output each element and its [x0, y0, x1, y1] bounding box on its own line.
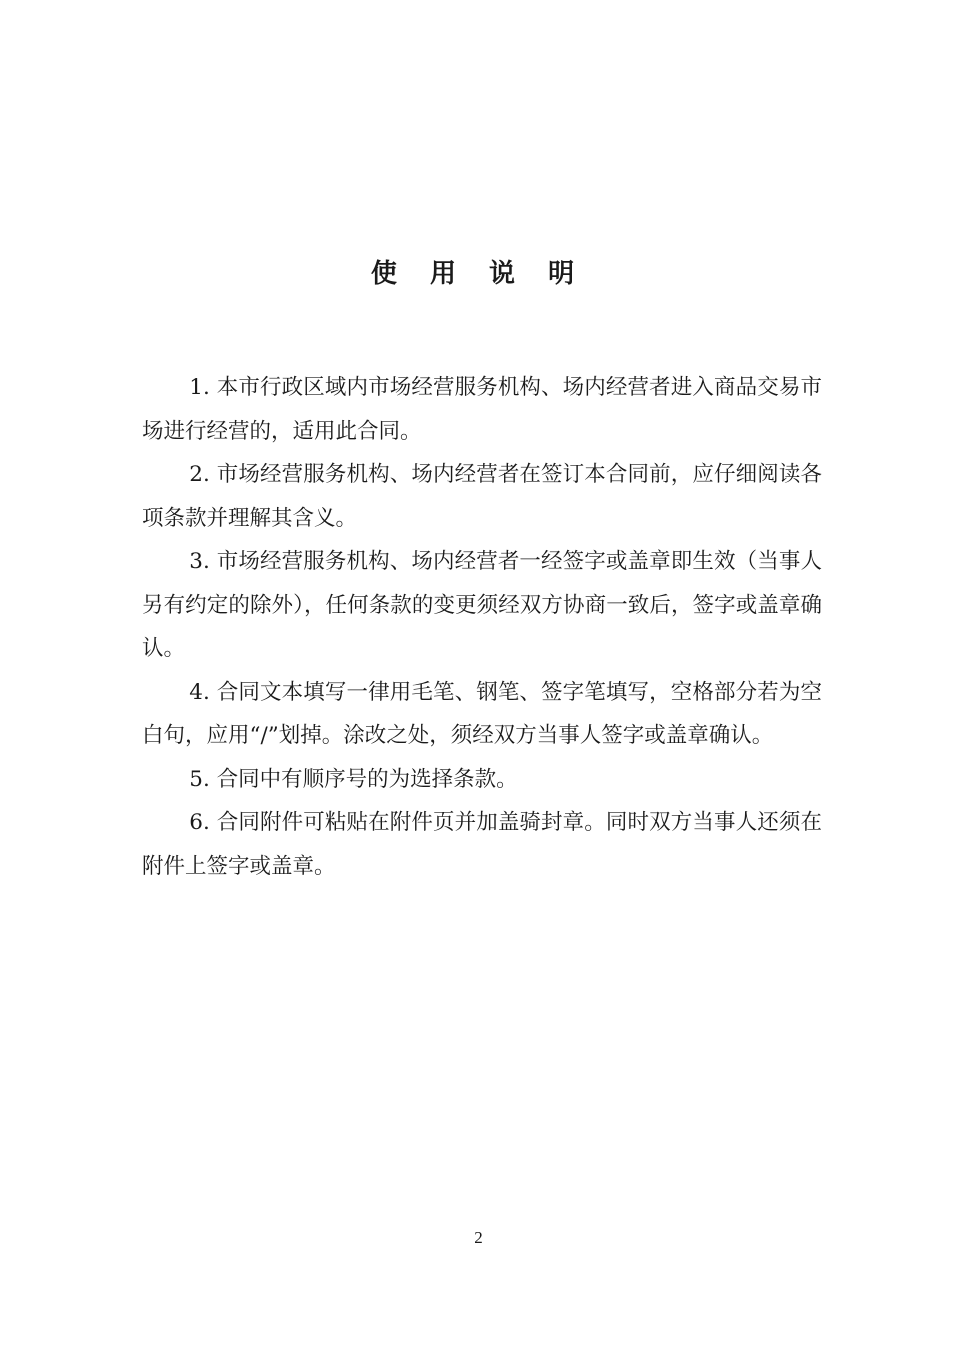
instruction-paragraph-2: 2. 市场经营服务机构、场内经营者在签订本合同前，应仔细阅读各项条款并理解其含义。 — [142, 462, 822, 531]
instruction-paragraph-4: 4. 合同文本填写一律用毛笔、钢笔、签字笔填写，空格部分若为空白句，应用“/”划掉。涂改之处，须经双方当事人签字或盖章确认。 — [142, 679, 822, 748]
instructions-body — [142, 366, 822, 888]
instruction-paragraph-1: 1. 本市行政区域内市场经营服务机构、场内经营者进入商品交易市场进行经营的，适用此合同。 — [142, 375, 822, 444]
instruction-paragraph-6: 6. 合同附件可粘贴在附件页并加盖骑封章。同时双方当事人还须在附件上签字或盖章。 — [142, 810, 822, 879]
page-title: 使 用 说 明 — [370, 259, 587, 289]
instruction-paragraph-5: 5. 合同中有顺序号的为选择条款。 — [189, 766, 518, 792]
page-number: 2 — [474, 1228, 483, 1247]
instruction-paragraph-3: 3. 市场经营服务机构、场内经营者一经签字或盖章即生效（当事人另有约定的除外），任何条款的变更须经双方协商一致后，签字或盖章确认。 — [142, 549, 822, 661]
